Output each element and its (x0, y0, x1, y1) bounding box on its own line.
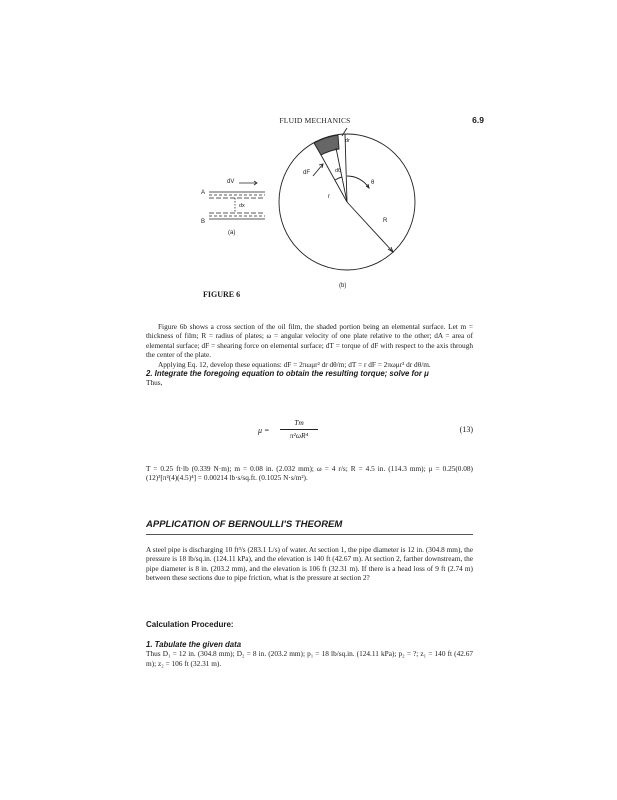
fraction-bar (280, 429, 318, 430)
equation-lhs: μ = (258, 426, 270, 435)
equation-numerator: Tm (294, 418, 304, 427)
label-df: dF (303, 170, 311, 176)
label-panel-a: (a) (228, 230, 236, 236)
body-block-2 (146, 464, 473, 483)
label-dr: dr (345, 138, 350, 144)
equation-13 (146, 418, 473, 444)
label-dtheta: dθ (335, 168, 342, 174)
label-panel-b: (b) (339, 283, 347, 289)
given-values-torque: T = 0.25 ft·lb (0.339 N·m); m = 0.08 in. (2.032 mm); ω = 4 r/s; R = 4.5 in. (114.3 mm); μ = 0.25(0.08)(12)³[π²(4)(4.5)⁴] = 0.00214 lb·s/sq.ft. (0.1025 N·s/m²). (146, 464, 473, 483)
calculation-procedure-heading: Calculation Procedure: (146, 620, 234, 629)
paragraph-problem: A steel pipe is discharging 10 ft³/s (283.1 L/s) of water. At section 1, the pipe diameter is 12 in. (304.8 mm), the pressure is 18 lb/sq.in. (124.11 kPa), and the elevation is 140 ft (42.67 m). At section 2, farther downstream, the pipe diameter is 8 in. (203.2 mm), and the elevation is 106 ft (32.31 m). If there is a head loss of 9 ft (2.74 m) between these sections due to pipe friction, what is the pressure at section 2? (146, 545, 473, 583)
panel-a (209, 181, 265, 219)
panel-b (279, 128, 415, 270)
thus-text: Thus, (146, 378, 163, 388)
figure-6 (195, 136, 485, 296)
label-r: r (328, 194, 330, 200)
running-header (0, 116, 617, 130)
paragraph-film-definitions: Figure 6b shows a cross section of the oil film, the shaded portion being an elemental surface. Let m = thickness of film; R = radius of plates; ω = angular velocity of one plate relative to the other; dA = area of elemental surface; dF = shearing force on elemental surface; dT = torque of dF with respect to the axis through the center of the plate. (146, 322, 473, 360)
page-number: 6.9 (472, 115, 484, 125)
equation-number: (13) (459, 425, 473, 434)
label-dv: dV (227, 179, 235, 185)
body-block-3 (146, 545, 473, 583)
step-2-heading: 2. Integrate the foregoing equation to obtain the resulting torque; solve for μ (146, 369, 429, 379)
label-plate-b: B (201, 219, 206, 225)
figure-caption: FIGURE 6 (203, 290, 241, 299)
label-dx: dx (239, 203, 245, 209)
header-title: FLUID MECHANICS (279, 116, 351, 125)
body-block-4 (146, 640, 473, 668)
figure-drawing (195, 136, 485, 296)
label-plate-a: A (201, 190, 206, 196)
section-heading: APPLICATION OF BERNOULLI'S THEOREM (146, 519, 343, 530)
label-theta: θ (371, 180, 375, 186)
label-r-radius: R (383, 218, 388, 224)
equation-denominator: π²ωR⁴ (289, 431, 309, 440)
section-rule (146, 534, 473, 535)
paragraph-eq12: Applying Eq. 12, develop these equations: dF = 2πωμr² dr dθ/m; dT = r dF = 2πωμr³ dr dθ/m. (158, 359, 431, 369)
body-block-1 (146, 322, 473, 388)
step-1-heading: 1. Tabulate the given data (146, 640, 242, 649)
given-data-text: Thus D₁ = 12 in. (304.8 mm); D₂ = 8 in. (203.2 mm); p₁ = 18 lb/sq.in. (124.11 kPa); p₂ = ?; z₁ = 140 ft (42.67 m); z₂ = 106 ft (32.31 m). (146, 649, 473, 668)
